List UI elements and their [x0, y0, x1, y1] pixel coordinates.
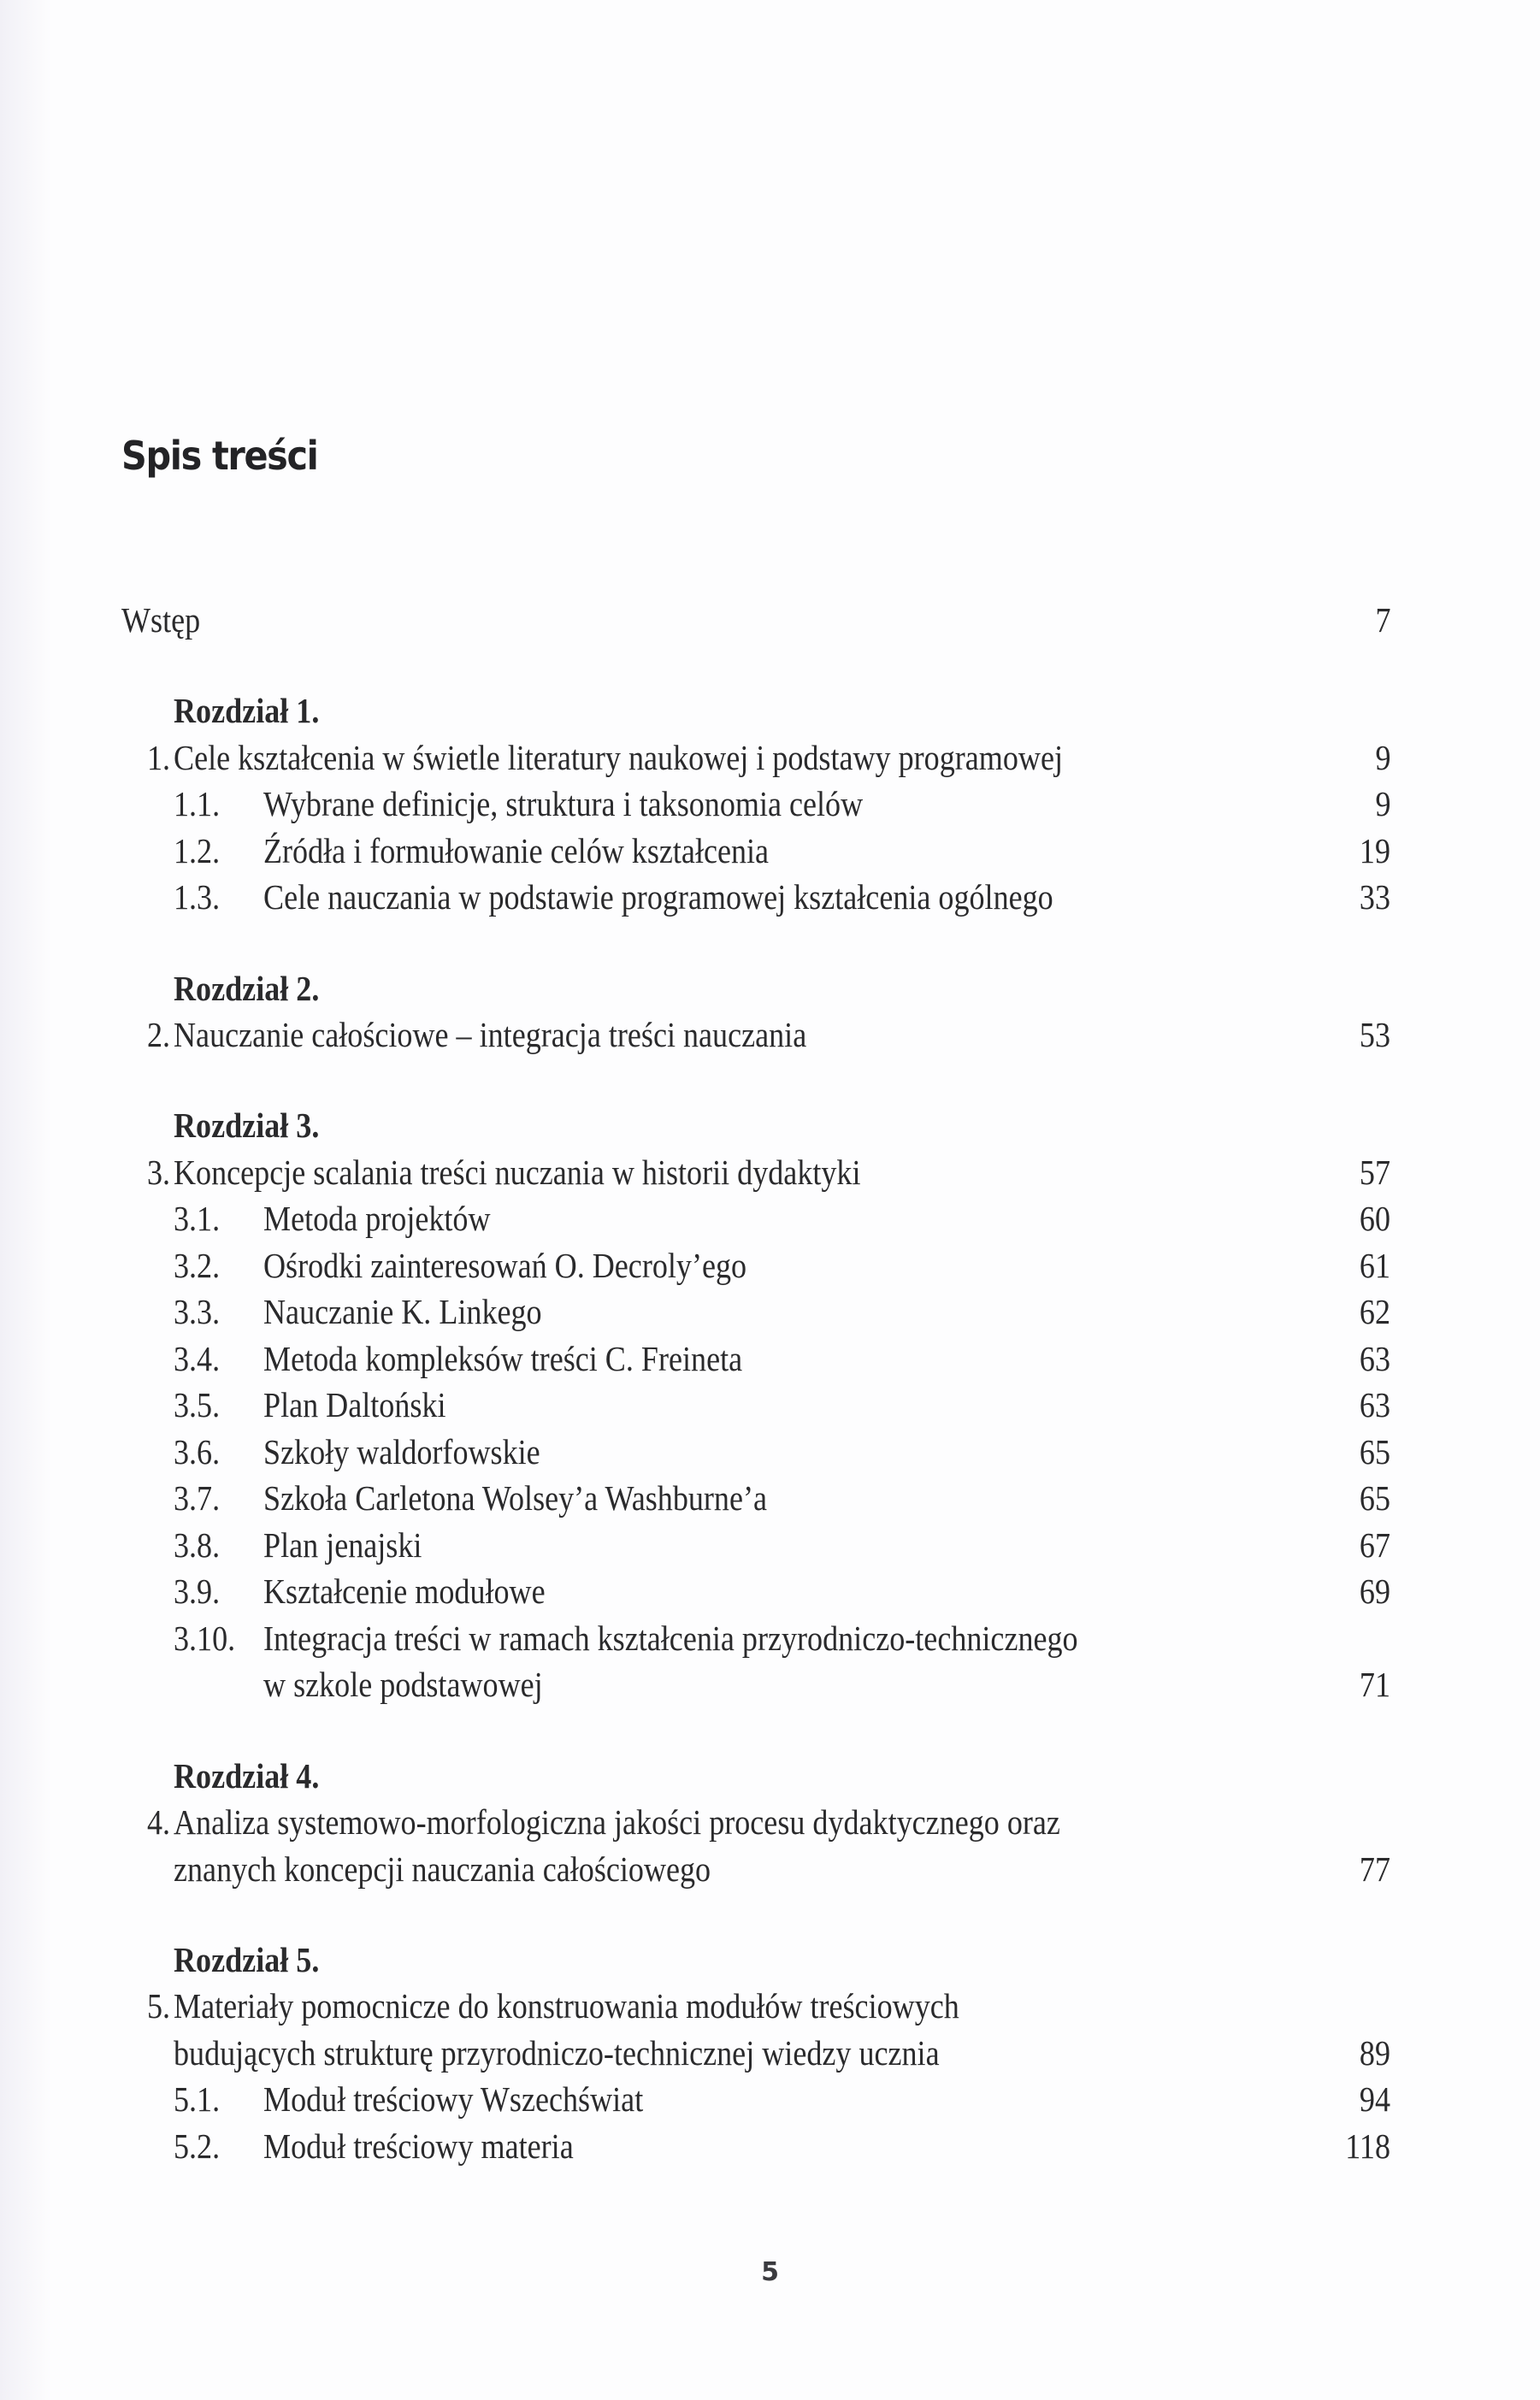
entry-title: Plan jenajski: [263, 1524, 422, 1565]
entry-number: 2.: [147, 1015, 171, 1055]
entry-page: 7: [1374, 600, 1390, 640]
entry-page: 71: [1359, 1665, 1390, 1705]
toc-entry-section: [0, 1429, 1540, 1475]
entry-number: 3.10.: [174, 1618, 236, 1658]
entry-number: 3.6.: [174, 1431, 221, 1471]
toc-entry-section: [0, 874, 1540, 920]
chapter-heading: [0, 1937, 1540, 1983]
entry-number: 1.: [147, 737, 171, 777]
chapter-heading: [0, 965, 1540, 1011]
entry-page: 118: [1345, 2126, 1390, 2166]
toc-entry-section: [0, 1242, 1540, 1288]
toc-entry-chapter: [0, 1149, 1540, 1195]
chapter-heading-label: Rozdział 2.: [174, 968, 320, 1008]
toc-entry-section: [0, 1615, 1540, 1661]
entry-number: 3.4.: [174, 1338, 221, 1378]
chapter-heading-label: Rozdział 1.: [174, 691, 320, 731]
toc-entry-section: [0, 2123, 1540, 2169]
entry-title: Koncepcje scalania treści nuczania w historii dydaktyki: [174, 1152, 861, 1192]
entry-number: 5.: [147, 1986, 171, 2026]
entry-title: Kształcenie modułowe: [263, 1571, 546, 1612]
page-number: 5: [761, 2257, 779, 2287]
entry-title: Metoda kompleksów treści C. Freineta: [263, 1338, 743, 1378]
entry-page: 9: [1374, 784, 1390, 824]
entry-page: 65: [1359, 1478, 1390, 1518]
entry-number: 3.2.: [174, 1245, 221, 1285]
entry-number: 5.2.: [174, 2126, 221, 2166]
entry-title: Szkoła Carletona Wolsey’a Washburne’a: [263, 1478, 768, 1518]
entry-title: Moduł treściowy materia: [263, 2126, 574, 2166]
entry-title: Ośrodki zainteresowań O. Decroly’ego: [263, 1245, 747, 1285]
entry-number: 1.1.: [174, 784, 221, 824]
toc-entry-chapter: [0, 1011, 1540, 1058]
entry-title: Plan Daltoński: [263, 1385, 446, 1425]
entry-number: 3.9.: [174, 1571, 221, 1612]
entry-page: 69: [1359, 1571, 1390, 1612]
entry-page: 89: [1359, 2032, 1390, 2073]
toc-entry-section: [0, 828, 1540, 874]
entry-page: 61: [1359, 1245, 1390, 1285]
toc-entry-chapter: [0, 1799, 1540, 1845]
entry-page: 60: [1359, 1199, 1390, 1239]
entry-number: 5.1.: [174, 2079, 221, 2120]
toc-entry-chapter: [0, 734, 1540, 781]
toc-entry-section: [0, 1475, 1540, 1521]
entry-page: 9: [1374, 737, 1390, 777]
entry-page: 94: [1359, 2079, 1390, 2120]
entry-page: 62: [1359, 1292, 1390, 1332]
entry-number: 1.3.: [174, 877, 221, 917]
entry-number: 3.5.: [174, 1385, 221, 1425]
entry-title: Nauczanie całościowe – integracja treści nauczania: [174, 1015, 807, 1055]
toc-entry-section-continuation: [0, 1661, 1540, 1707]
chapter-heading: [0, 1102, 1540, 1148]
entry-title: Wstęp: [121, 600, 201, 640]
entry-title: Wybrane definicje, struktura i taksonomia celów: [263, 784, 864, 824]
entry-number: 1.2.: [174, 830, 221, 870]
toc-entry-intro: [0, 597, 1540, 643]
entry-page: 63: [1359, 1385, 1390, 1425]
entry-number: 4.: [147, 1802, 171, 1843]
entry-title: Analiza systemowo-morfologiczna jakości procesu dydaktycznego oraz: [174, 1802, 1060, 1843]
entry-title: w szkole podstawowej: [263, 1665, 543, 1705]
entry-number: 3.1.: [174, 1199, 221, 1239]
toc-entry-section: [0, 1336, 1540, 1382]
toc-entry-chapter-continuation: [0, 1846, 1540, 1892]
entry-page: 19: [1359, 830, 1390, 870]
toc-entry-section: [0, 1382, 1540, 1428]
toc-entry-section: [0, 1288, 1540, 1335]
toc-entry-section: [0, 781, 1540, 827]
chapter-heading: [0, 687, 1540, 734]
toc-entry-section: [0, 2076, 1540, 2122]
entry-page: 67: [1359, 1524, 1390, 1565]
entry-page: 77: [1359, 1849, 1390, 1889]
chapter-heading-label: Rozdział 5.: [174, 1939, 320, 1979]
entry-title: Źródła i formułowanie celów kształcenia: [263, 830, 770, 870]
toc-entry-section: [0, 1522, 1540, 1568]
toc-entry-chapter: [0, 1983, 1540, 2029]
entry-title: Metoda projektów: [263, 1199, 491, 1239]
chapter-heading: [0, 1753, 1540, 1799]
entry-title: Cele kształcenia w świetle literatury naukowej i podstawy programowej: [174, 737, 1063, 777]
entry-number: 3.3.: [174, 1292, 221, 1332]
entry-number: 3.8.: [174, 1524, 221, 1565]
entry-title: Integracja treści w ramach kształcenia przyrodniczo-technicznego: [263, 1618, 1078, 1658]
entry-title: znanych koncepcji nauczania całościowego: [174, 1849, 711, 1889]
entry-title: Moduł treściowy Wszechświat: [263, 2079, 644, 2120]
entry-title: Szkoły waldorfowskie: [263, 1431, 540, 1471]
entry-title: budujących strukturę przyrodniczo-technicznej wiedzy ucznia: [174, 2032, 940, 2073]
chapter-heading-label: Rozdział 4.: [174, 1755, 320, 1796]
entry-title: Nauczanie K. Linkego: [263, 1292, 542, 1332]
entry-number: 3.: [147, 1152, 171, 1192]
chapter-heading-label: Rozdział 3.: [174, 1106, 320, 1146]
toc-entry-section: [0, 1195, 1540, 1241]
entry-number: 3.7.: [174, 1478, 221, 1518]
entry-title: Materiały pomocnicze do konstruowania modułów treściowych: [174, 1986, 959, 2026]
entry-page: 33: [1359, 877, 1390, 917]
entry-page: 57: [1359, 1152, 1390, 1192]
toc-entry-section: [0, 1568, 1540, 1614]
entry-title: Cele nauczania w podstawie programowej kształcenia ogólnego: [263, 877, 1053, 917]
entry-page: 65: [1359, 1431, 1390, 1471]
entry-page: 63: [1359, 1338, 1390, 1378]
entry-page: 53: [1359, 1015, 1390, 1055]
toc-entry-chapter-continuation: [0, 2030, 1540, 2076]
page-title: Spis treści: [121, 433, 318, 479]
